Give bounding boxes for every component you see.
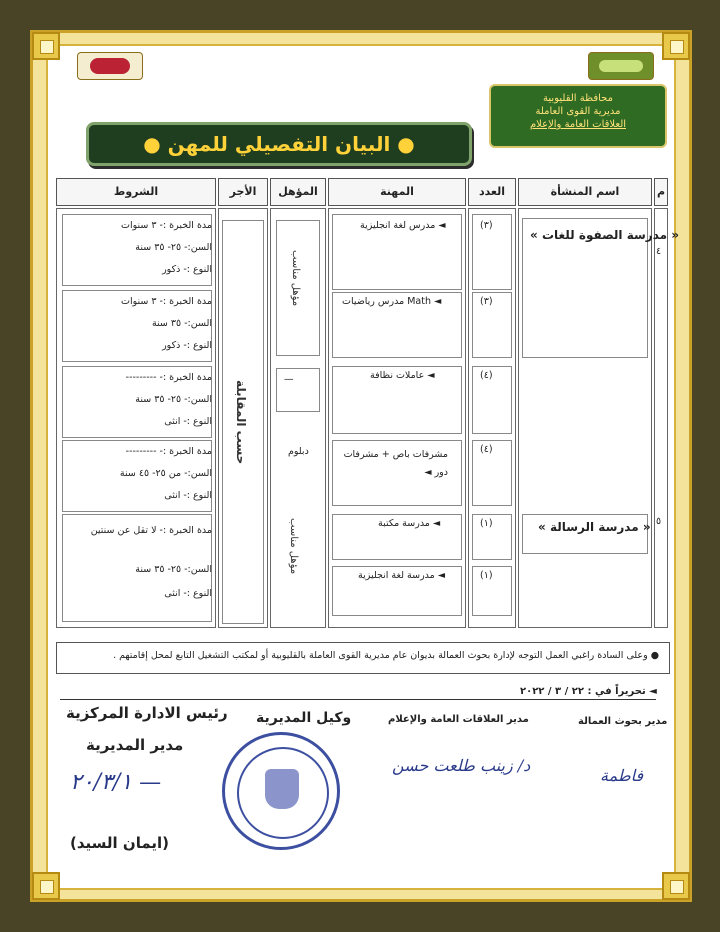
col-header-no: م (654, 178, 668, 206)
col-header-establishment: اسم المنشأة (518, 178, 652, 206)
signature-title: مدير المديرية (86, 736, 184, 754)
corner-ornament (32, 32, 60, 60)
count-label: (٣) (480, 296, 493, 307)
signature-title: رئيس الادارة المركزية (66, 704, 228, 722)
ministry-logo (588, 52, 654, 80)
profession-label: مدرسة لغة انجليزية ◄ (358, 570, 446, 581)
signature-title: وكيل المديرية (256, 710, 352, 726)
condition-line: مدة الخبرة :- ٣ سنوات (121, 296, 212, 307)
condition-line: السن:- ٢٥- ٣٥ سنة (135, 242, 212, 253)
profession-label: مدرسة مكتبة ◄ (378, 518, 441, 529)
profession-label: مدرس لغة انجليزية ◄ (360, 220, 446, 231)
condition-line: السن:- ٣٥ سنة (151, 318, 212, 329)
governorate-label: محافظة القليوبية (543, 93, 613, 104)
count-label: (٤) (480, 444, 493, 455)
handwritten-date: ٢٠/٣/١ — (70, 770, 162, 795)
signature-name: (ايمان السيد) (70, 834, 170, 852)
row-number: ٥ (656, 516, 662, 527)
condition-line: السن:- ٢٥- ٣٥ سنة (135, 564, 212, 575)
count-label: (٣) (480, 220, 493, 231)
condition-line: مدة الخبرة :- لا تقل عن سنتين (90, 525, 212, 536)
page-title: ● البيان التفصيلي للمهن ● (86, 122, 472, 166)
count-label: (١) (480, 518, 493, 529)
profession-label: مشرفات باص + مشرفات دور ◄ (343, 449, 448, 478)
establishment-name: « مدرسة الصفوة للغات » (530, 228, 680, 242)
department-box (489, 84, 667, 148)
instructions-note: ● وعلى السادة راغبي العمل التوجه لإدارة بحوث العمالة بديوان عام مديرية القوى العاملة بالقليوبية أو لمكتب التشغيل التابع لمحل إقامتهم . (56, 642, 670, 674)
count-label: (١) (480, 570, 493, 581)
handwritten-signature: د/ زينب طلعت حسن (392, 756, 531, 775)
qualification-label: دبلوم (288, 446, 309, 457)
condition-line: السن:- من ٢٥- ٤٥ سنة (119, 468, 212, 479)
condition-line: النوع :- ذكور (162, 264, 212, 275)
signature-title: مدير العلاقات العامة والإعلام (388, 714, 529, 725)
col-header-count: العدد (468, 178, 516, 206)
issue-date: ◄ تحريراً في : ٢٢ / ٣ / ٢٠٢٢ (520, 686, 657, 697)
wage-label: حسب المقابلة (234, 380, 248, 465)
count-label: (٤) (480, 370, 493, 381)
condition-line: مدة الخبرة :- --------- (125, 372, 212, 383)
profession-label: مدرس رياضيات Math ◄ (342, 296, 442, 307)
condition-line: النوع :- انثى (164, 588, 212, 599)
handwritten-signature: فاطمة (600, 766, 644, 785)
col-header-profession: المهنة (328, 178, 466, 206)
signature-title: مدير بحوث العمالة (578, 716, 668, 727)
corner-ornament (32, 872, 60, 900)
condition-line: مدة الخبرة :- ٣ سنوات (121, 220, 212, 231)
row-number: ٤ (656, 246, 662, 257)
corner-ornament (662, 32, 690, 60)
col-header-conditions: الشروط (56, 178, 216, 206)
condition-line: مدة الخبرة :- --------- (125, 446, 212, 457)
qualification-box (276, 368, 320, 412)
condition-line: النوع :- انثى (164, 416, 212, 427)
condition-line: النوع :- انثى (164, 490, 212, 501)
egypt-emblem-logo (77, 52, 143, 80)
condition-line: النوع :- ذكور (162, 340, 212, 351)
corner-ornament (662, 872, 690, 900)
col-header-qualification: المؤهل (270, 178, 326, 206)
divider (60, 699, 656, 700)
qualification-label: — (284, 374, 294, 385)
establishment-name: « مدرسة الرسالة » (538, 520, 651, 534)
department-label: العلاقات العامة والإعلام (529, 119, 627, 130)
profession-label: عاملات نظافة ◄ (370, 370, 435, 381)
no-column (654, 208, 668, 628)
official-stamp (222, 732, 340, 850)
condition-line: السن:- ٢٥- ٣٥ سنة (135, 394, 212, 405)
col-header-wage: الأجر (218, 178, 268, 206)
qualification-label: مؤهل مناسب (290, 250, 301, 307)
directorate-label: مديرية القوى العاملة (535, 106, 621, 117)
qualification-label: مؤهل مناسب (288, 518, 299, 575)
